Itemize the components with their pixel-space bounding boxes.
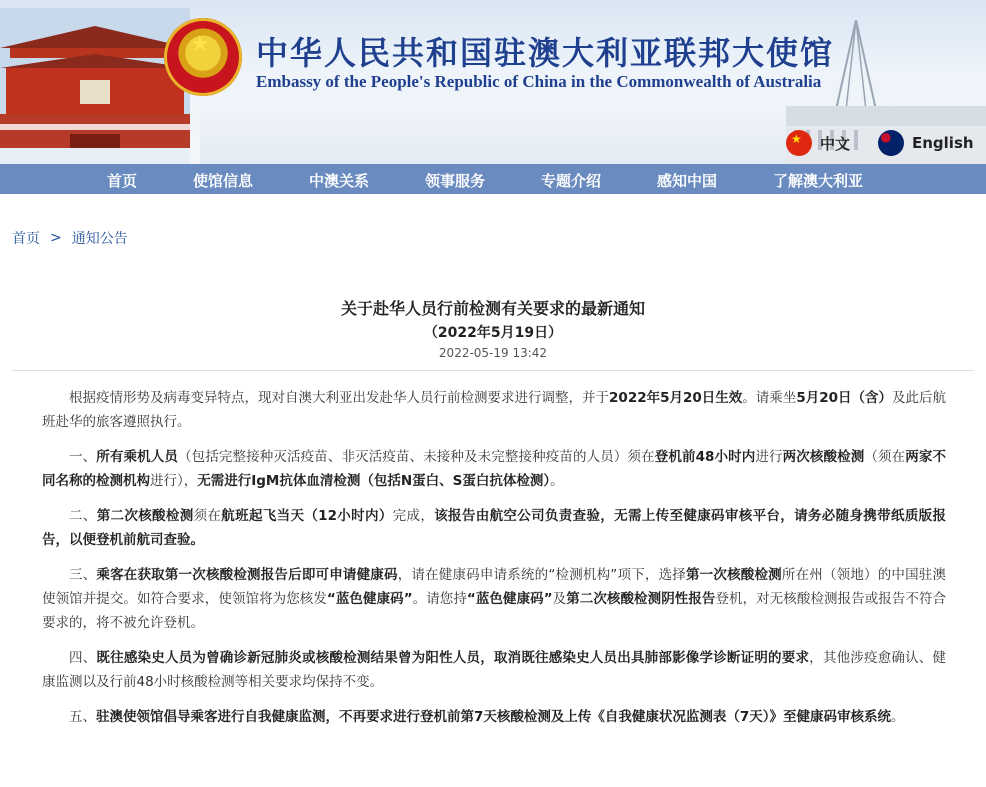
china-flag-icon bbox=[786, 130, 812, 156]
paragraph-item-3 bbox=[42, 563, 946, 635]
text: ，其他涉疫愈确认、健康监测以及行前48小时核酸检测等相关要求均保持不变。 bbox=[42, 650, 947, 690]
paragraph-item-1 bbox=[42, 445, 946, 493]
header-banner bbox=[0, 0, 986, 164]
text: 二、 bbox=[69, 508, 97, 524]
text: 完成， bbox=[392, 508, 435, 524]
text: 。 bbox=[550, 473, 564, 489]
nav-item-about-australia[interactable]: 了解澳大利亚 bbox=[773, 172, 864, 190]
text-bold: 所有乘机人员 bbox=[96, 449, 178, 465]
text-bold: “蓝色健康码” bbox=[326, 591, 413, 607]
language-switch-english[interactable] bbox=[878, 130, 974, 156]
nav-item-home[interactable]: 首页 bbox=[107, 172, 138, 190]
article-body bbox=[42, 386, 946, 740]
text: ，请在健康码申请系统的“检测机构”项下，选择 bbox=[397, 567, 686, 583]
text-bold: 无需进行IgM抗体血清检测（包括N蛋白、S蛋白抗体检测） bbox=[197, 473, 551, 489]
text-bold: 两次核酸检测 bbox=[782, 449, 865, 465]
text-bold: 2022年5月20日生效 bbox=[609, 390, 743, 406]
text: 四、 bbox=[69, 650, 97, 666]
text: 根据疫情形势及病毒变异特点，现对自澳大利亚出发赴华人员行前检测要求进行调整，并于 bbox=[69, 390, 610, 406]
text: 须在 bbox=[193, 508, 222, 524]
main-navigation bbox=[0, 164, 986, 194]
text-bold: 登机前48小时内 bbox=[654, 449, 756, 465]
national-emblem-icon: ★ bbox=[164, 18, 242, 96]
paragraph-intro bbox=[42, 386, 946, 434]
text: 进行 bbox=[755, 449, 783, 465]
site-title-cn: 中华人民共和国驻澳大利亚联邦大使馆 bbox=[256, 34, 835, 72]
article-subtitle-date: （2022年5月19日） bbox=[423, 325, 563, 341]
text: 。请乘坐 bbox=[742, 390, 797, 406]
article-publish-time: 2022-05-19 13:42 bbox=[438, 346, 548, 360]
language-label-chinese: 中文 bbox=[820, 134, 851, 153]
text: 三、 bbox=[69, 567, 97, 583]
language-label-english: English bbox=[912, 134, 974, 152]
text-bold: 航班起飞当天（12小时内） bbox=[221, 508, 393, 524]
text-bold: 驻澳使领馆倡导乘客进行自我健康监测，不再要求进行登机前第7天核酸检测及上传《自我健康状况监测表（7天）》至健康码审核系统 bbox=[96, 709, 892, 725]
title-divider bbox=[12, 370, 974, 371]
paragraph-item-5 bbox=[42, 705, 946, 729]
breadcrumb bbox=[12, 228, 128, 248]
nav-item-consular-services[interactable]: 领事服务 bbox=[425, 172, 486, 190]
text-bold: “蓝色健康码” bbox=[466, 591, 553, 607]
text-bold: 第二次核酸检测 bbox=[96, 508, 194, 524]
tiananmen-gate-illustration bbox=[0, 8, 190, 164]
text: 进行）， bbox=[150, 473, 198, 489]
text: 所在州（领地）的中国驻澳使领馆并提交。如符合要求，使领馆将为您核发 bbox=[42, 567, 947, 607]
paragraph-item-4 bbox=[42, 646, 946, 694]
text-bold: 乘客在获取第一次核酸检测报告后即可申请健康码 bbox=[96, 567, 398, 583]
nav-item-china-australia-relations[interactable]: 中澳关系 bbox=[309, 172, 370, 190]
nav-item-special-topics[interactable]: 专题介绍 bbox=[541, 172, 602, 190]
breadcrumb-home-link[interactable]: 首页 bbox=[12, 231, 40, 247]
australia-flag-icon bbox=[878, 130, 904, 156]
text: 登机，对无核酸检测报告或报告不符合要求的，将不被允许登机。 bbox=[42, 591, 947, 631]
text-bold: 第二次核酸检测阴性报告 bbox=[566, 591, 716, 607]
language-switch-chinese[interactable] bbox=[786, 130, 850, 156]
text: 五、 bbox=[69, 709, 96, 725]
site-title-en: Embassy of the People's Republic of China in the Commonwealth of Australia bbox=[256, 72, 822, 91]
breadcrumb-separator: > bbox=[50, 230, 62, 246]
text-bold: 两家不同名称的检测机构 bbox=[42, 449, 947, 489]
text-bold: 既往感染史人员为曾确诊新冠肺炎或核酸检测结果曾为阳性人员，取消既往感染史人员出具肺部影像学诊断证明的要求 bbox=[96, 650, 810, 666]
nav-item-embassy-info[interactable]: 使馆信息 bbox=[193, 172, 254, 190]
text: 及此后航班赴华的旅客遵照执行。 bbox=[42, 390, 947, 430]
breadcrumb-current-link[interactable]: 通知公告 bbox=[71, 231, 128, 247]
text-bold: 该报告由航空公司负责查验，无需上传至健康码审核平台，请务必随身携带纸质版报告，以便登机前航司查验。 bbox=[42, 508, 947, 548]
text: 一、 bbox=[69, 449, 97, 465]
snow-scene-decoration bbox=[200, 104, 800, 164]
nav-item-perceive-china[interactable]: 感知中国 bbox=[657, 172, 718, 190]
text-bold: 5月20日（含） bbox=[796, 390, 892, 406]
article-title: 关于赴华人员行前检测有关要求的最新通知 bbox=[340, 299, 645, 318]
text: （须在 bbox=[864, 449, 906, 465]
text: （包括完整接种灭活疫苗、非灭活疫苗、未接种及未完整接种疫苗的人员）须在 bbox=[177, 449, 655, 465]
text-bold: 第一次核酸检测 bbox=[685, 567, 782, 583]
text: 。 bbox=[891, 709, 905, 725]
text: 。请您持 bbox=[412, 591, 467, 607]
paragraph-item-2 bbox=[42, 504, 946, 552]
text: 及 bbox=[552, 591, 567, 607]
